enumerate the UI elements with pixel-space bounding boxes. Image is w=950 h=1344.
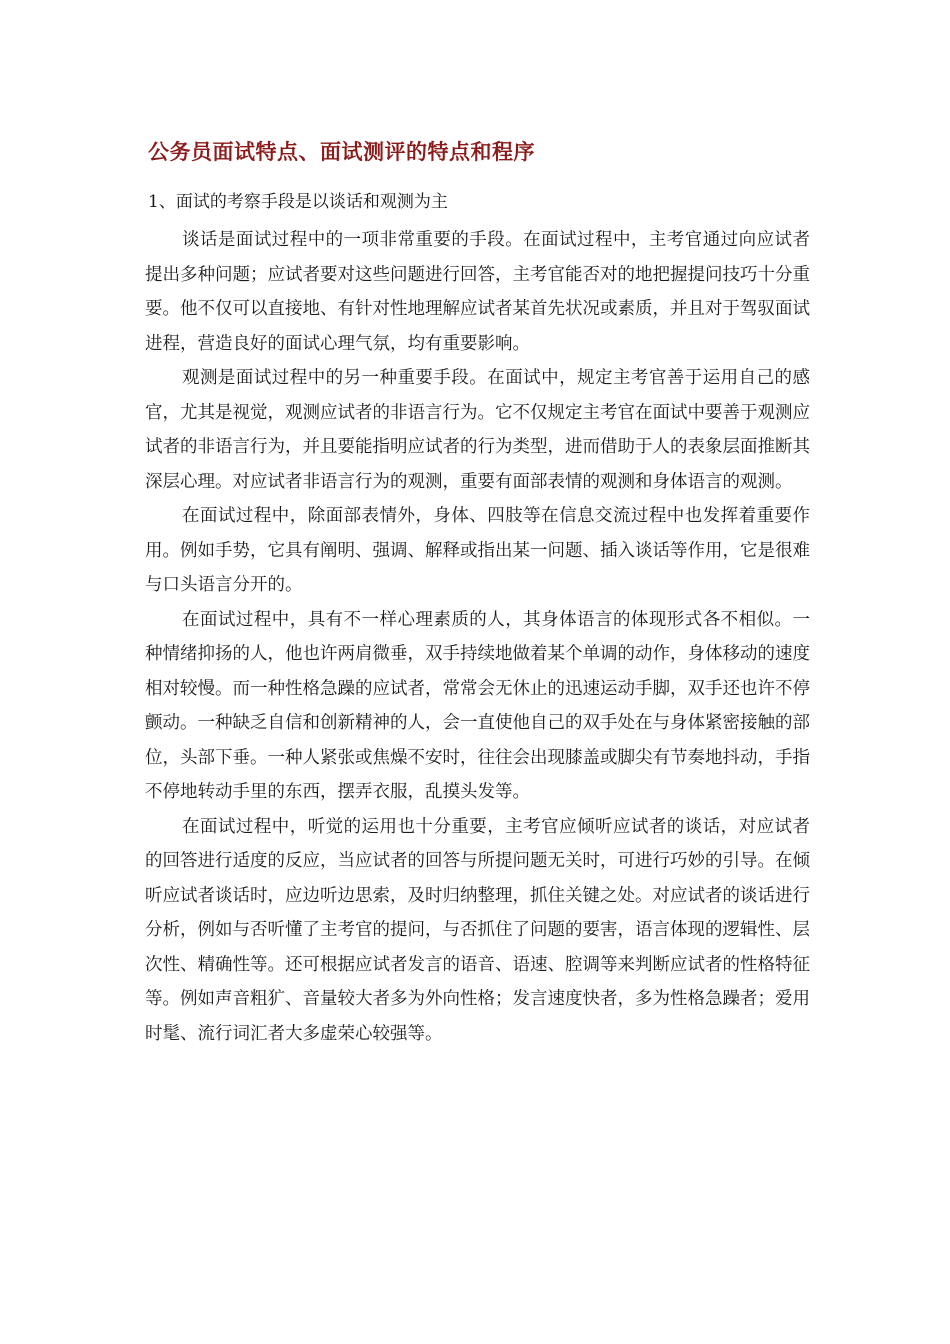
- document-body: [145, 223, 810, 1051]
- paragraph-conversation: 谈话是面试过程中的一项非常重要的手段。在面试过程中，主考官通过向应试者提出多种问题；应试者要对这些问题进行回答，主考官能否对的地把握提问技巧十分重要。他不仅可以直接地、有针对性地理解应试者某首先状况或素质，并且对于驾驭面试进程，营造良好的面试心理气氛，均有重要影响。: [145, 230, 810, 354]
- paragraph-listening: 在面试过程中，听觉的运用也十分重要，主考官应倾听应试者的谈话，对应试者的回答进行适度的反应，当应试者的回答与所提问题无关时，可进行巧妙的引导。在倾听应试者谈话时，应边听边思索，及时归纳整理，抓住关键之处。对应试者的谈话进行分析，例如与否听懂了主考官的提问，与否抓住了问题的要害，语言体现的逻辑性、层次性、精确性等。还可根据应试者发言的语音、语速、腔调等来判断应试者的性格特征等。例如声音粗犷、音量较大者多为外向性格；发言速度快者，多为性格急躁者；爱用时髦、流行词汇者大多虚荣心较强等。: [145, 816, 810, 1044]
- document-title: 公务员面试特点、面试测评的特点和程序: [148, 140, 535, 164]
- paragraph-body-movement: 在面试过程中，除面部表情外，身体、四肢等在信息交流过程中也发挥着重要作用。例如手势，它具有阐明、强调、解释或指出某一问题、插入谈话等作用，它是很难与口头语言分开的。: [145, 506, 810, 595]
- paragraph-observation: 观测是面试过程中的另一种重要手段。在面试中，规定主考官善于运用自己的感官，尤其是视觉，观测应试者的非语言行为。它不仅规定主考官在面试中要善于观测应试者的非语言行为，并且要能指明应试者的行为类型，进而借助于人的表象层面推断其深层心理。对应试者非语言行为的观测，重要有面部表情的观测和身体语言的观测。: [145, 368, 810, 492]
- paragraph-body-language: 在面试过程中，具有不一样心理素质的人，其身体语言的体现形式各不相似。一种情绪抑扬的人，他也许两肩微垂，双手持续地做着某个单调的动作，身体移动的速度相对较慢。而一种性格急躁的应试者，常常会无休止的迅速运动手脚，双手还也许不停颤动。一种缺乏自信和创新精神的人，会一直使他自己的双手处在与身体紧密接触的部位，头部下垂。一种人紧张或焦燥不安时，往往会出现膝盖或脚尖有节奏地抖动，手指不停地转动手里的东西，摆弄衣服，乱摸头发等。: [145, 609, 810, 802]
- section-heading: 1、面试的考察手段是以谈话和观测为主: [148, 192, 448, 212]
